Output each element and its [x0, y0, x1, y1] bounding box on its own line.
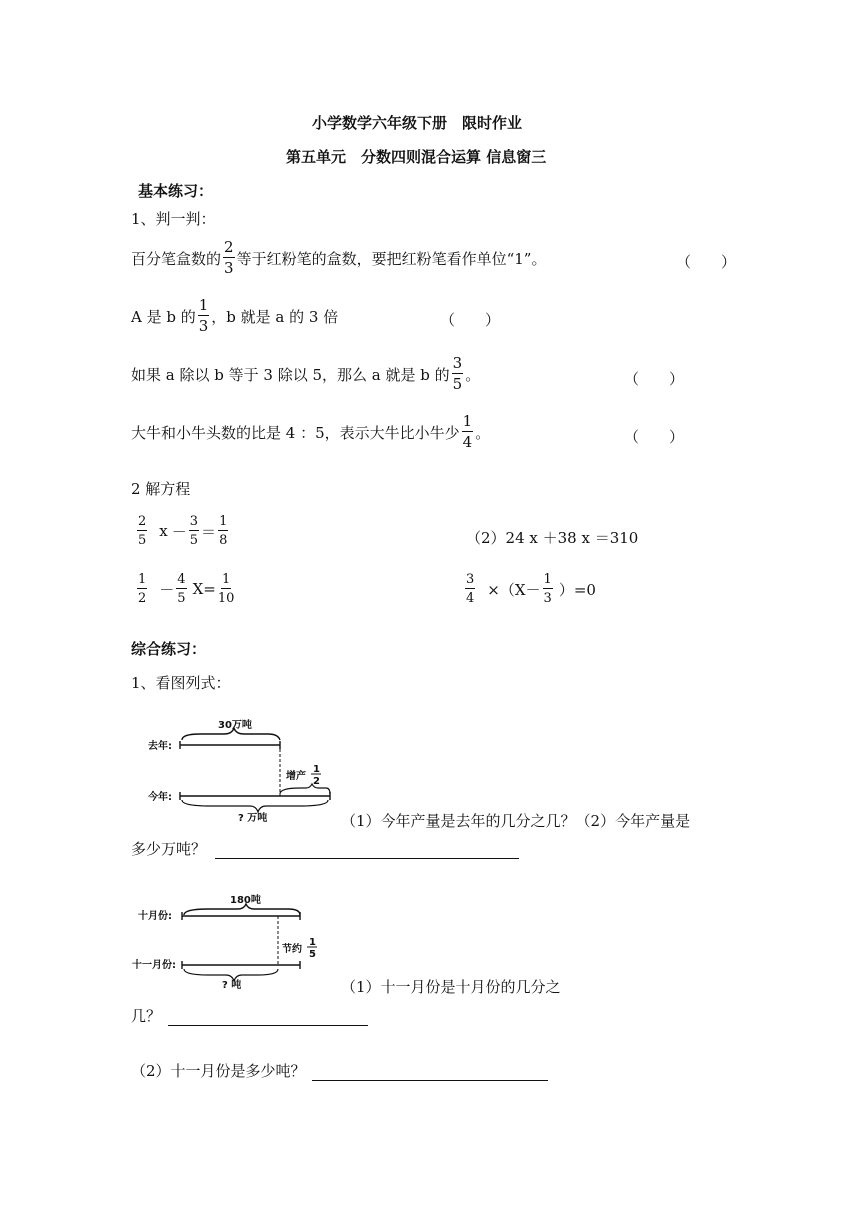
fraction-numerator: 1 [462, 412, 473, 430]
fraction-numerator: 3 [452, 354, 463, 372]
judge-text-post: 。 [475, 423, 491, 442]
judge-text-post: 等于红粉笔的盒数，要把红粉笔看作单位“1”。 [236, 249, 547, 268]
judge-item [131, 414, 490, 450]
diagram-1-question: （1）今年产量是去年的几分之几？（2）今年产量是 [341, 812, 691, 830]
judge-item [131, 356, 480, 392]
diagram-2-question-cont [131, 1005, 368, 1026]
fraction [223, 240, 235, 276]
fraction-denominator: 5 [452, 375, 463, 393]
operator: ×（X－ [487, 580, 541, 599]
question-1-label: 1、判一判： [131, 210, 216, 228]
fraction [218, 515, 228, 547]
variable: x [159, 522, 168, 540]
row-label-this-year: 今年: [148, 792, 172, 803]
fraction [218, 573, 235, 605]
answer-blank[interactable] [168, 1024, 368, 1026]
page-title: 小学数学六年级下册 限时作业 [312, 114, 523, 132]
judge-text-pre: 百分笔盒数的 [131, 249, 222, 268]
line-segment-diagram-1 [140, 712, 340, 824]
row-label-november: 十一月份: [132, 960, 176, 971]
saving-fraction-den: 5 [309, 949, 316, 960]
fraction [198, 298, 210, 334]
fraction-numerator: 2 [224, 238, 234, 256]
fraction [465, 573, 475, 605]
answer-blank[interactable] [215, 857, 519, 859]
variable: X= [192, 580, 216, 598]
fraction-numerator: 2 [138, 514, 147, 529]
fraction-denominator: 4 [466, 591, 475, 606]
section-heading-basic: 基本练习： [138, 182, 214, 200]
fraction-denominator: 8 [219, 533, 228, 548]
fraction-denominator: 3 [224, 259, 234, 277]
fraction-denominator: 3 [198, 317, 209, 335]
question-text: 多少万吨？ [131, 840, 207, 858]
answer-paren[interactable]: （ ） [624, 370, 685, 388]
diagram-bottom-label: ? 吨 [222, 980, 242, 990]
question-text: 几？ [131, 1007, 162, 1025]
operator: － [171, 522, 187, 541]
line-segment-diagram-2 [128, 890, 328, 990]
saving-fraction-num: 1 [309, 937, 316, 948]
fraction-numerator: 1 [221, 572, 231, 587]
row-label-last-year: 去年: [148, 741, 172, 752]
increase-fraction-num: 1 [313, 764, 320, 775]
diagram-top-label: 180吨 [230, 895, 261, 906]
diagram-top-label: 30万吨 [218, 720, 252, 731]
fraction [189, 515, 199, 547]
fraction [452, 356, 464, 392]
judge-item [131, 240, 546, 276]
fraction-denominator: 3 [543, 591, 552, 606]
question-2-label: 2 解方程 [131, 480, 191, 498]
fraction-numerator: 3 [466, 572, 475, 587]
judge-text-pre: 如果 a 除以 b 等于 3 除以 5，那么 a 就是 b 的 [131, 365, 450, 384]
equation-2: （2）24 x ＋38 x ＝310 [466, 529, 639, 547]
operator: ＝ [201, 522, 217, 541]
section-heading-comprehensive: 综合练习： [131, 640, 207, 658]
judge-item [131, 298, 338, 334]
operator: － [159, 580, 175, 599]
judge-text-post: ，b 就是 a 的 3 倍 [211, 307, 339, 326]
question-1-label: 1、看图列式： [131, 674, 231, 692]
fraction-denominator: 5 [138, 533, 147, 548]
fraction-numerator: 1 [138, 572, 147, 587]
increase-label: 增产 [286, 771, 306, 782]
diagram-2-question-2 [131, 1060, 548, 1081]
fraction-numerator: 4 [177, 572, 186, 587]
diagram-2-question: （1）十一月份是十月份的几分之 [341, 978, 561, 996]
fraction-denominator: 2 [138, 591, 147, 606]
fraction-numerator: 1 [543, 572, 552, 587]
fraction-denominator: 4 [462, 433, 473, 451]
equation-4 [463, 573, 596, 605]
row-label-october: 十月份: [138, 911, 172, 922]
answer-paren[interactable]: （ ） [676, 253, 737, 271]
fraction-numerator: 3 [189, 514, 199, 529]
fraction-denominator: 10 [217, 591, 235, 606]
diagram-bottom-label: ? 万吨 [238, 813, 268, 824]
equation-1 [135, 515, 230, 547]
saving-label: 节约 [282, 944, 302, 955]
fraction-numerator: 1 [198, 296, 209, 314]
diagram-1-question-cont [131, 838, 519, 859]
fraction-denominator: 5 [189, 533, 199, 548]
fraction [176, 573, 186, 605]
operator: ）=0 [558, 580, 596, 599]
fraction [462, 414, 474, 450]
judge-text-post: 。 [465, 365, 481, 384]
fraction [137, 573, 147, 605]
fraction [137, 515, 147, 547]
answer-blank[interactable] [312, 1079, 548, 1081]
answer-paren[interactable]: （ ） [440, 311, 501, 329]
page-subtitle: 第五单元 分数四则混合运算 信息窗三 [286, 148, 547, 166]
fraction-numerator: 1 [219, 514, 228, 529]
judge-text-pre: 大牛和小牛头数的比是 4 ：5，表示大牛比小牛少 [131, 423, 460, 442]
judge-text-pre: A 是 b 的 [131, 307, 196, 326]
fraction-denominator: 5 [177, 591, 186, 606]
increase-fraction-den: 2 [313, 776, 320, 787]
equation-3 [135, 573, 236, 605]
question-text: （2）十一月份是多少吨？ [131, 1062, 306, 1080]
fraction [543, 573, 553, 605]
answer-paren[interactable]: （ ） [624, 428, 685, 446]
